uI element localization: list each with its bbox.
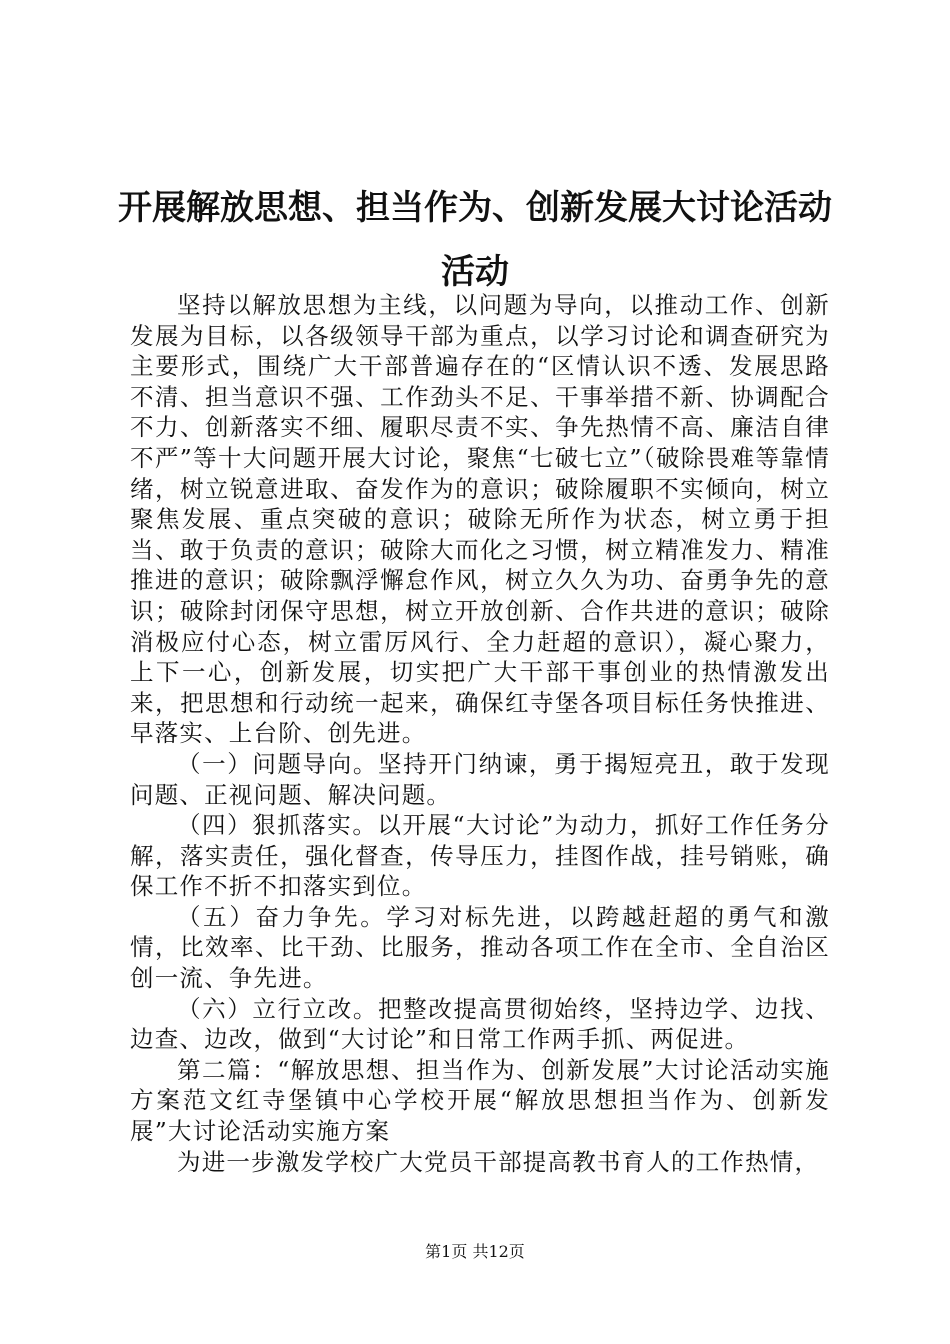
paragraph: （五）奋力争先。学习对标先进，以跨越赶超的勇气和激情，比效率、比干劲、比服务，推动各项工作在全市、全自治区创一流、争先进。 <box>130 902 830 993</box>
paragraph: （四）狠抓落实。以开展“大讨论”为动力，抓好工作任务分解，落实责任，强化督查，传导压力，挂图作战，挂号销账，确保工作不折不扣落实到位。 <box>130 811 830 901</box>
page-number-footer: 第1页 共12页 <box>425 1242 525 1261</box>
paragraph: 为进一步激发学校广大党员干部提高教书育人的工作热情， <box>177 1147 820 1176</box>
document-title: 开展解放思想、担当作为、创新发展大讨论活动活动 <box>118 188 832 292</box>
paragraph: （一）问题导向。坚持开门纳谏，勇于揭短亮丑，敢于发现问题、正视问题、解决问题。 <box>130 749 830 809</box>
paragraph: 第二篇：“解放思想、担当作为、创新发展”大讨论活动实施方案范文红寺堡镇中心学校开展“解放思想担当作为、创新发展”大讨论活动实施方案 <box>130 1055 830 1146</box>
document-body <box>130 290 830 1177</box>
paragraph: （六）立行立改。把整改提高贯彻始终，坚持边学、边找、边查、边改，做到“大讨论”和日常工作两手抓、两促进。 <box>130 994 830 1054</box>
paragraph: 坚持以解放思想为主线，以问题为导向，以推动工作、创新发展为目标，以各级领导干部为重点，以学习讨论和调查研究为主要形式，围绕广大干部普遍存在的“区情认识不透、发展思路不清、担当意识不强、工作劲头不足、干事举措不新、协调配合不力、创新落实不细、履职尽责不实、争先热情不高、廉洁自律不严”等十大问题开展大讨论，聚焦“七破七立”（破除畏难等靠情绪，树立锐意进取、奋发作为的意识；破除履职不实倾向，树立聚焦发展、重点突破的意识；破除无所作为状态，树立勇于担当、敢于负责的意识；破除大而化之习惯，树立精准发力、精准推进的意识；破除飘浮懈怠作风，树立久久为功、奋勇争先的意识；破除封闭保守思想，树立开放创新、合作共进的意识；破除消极应付心态，树立雷厉风行、全力赶超的意识），凝心聚力，上下一心，创新发展，切实把广大干部干事创业的热情激发出来，把思想和行动统一起来，确保红寺堡各项目标任务快推进、早落实、上台阶、创先进。 <box>130 291 830 748</box>
